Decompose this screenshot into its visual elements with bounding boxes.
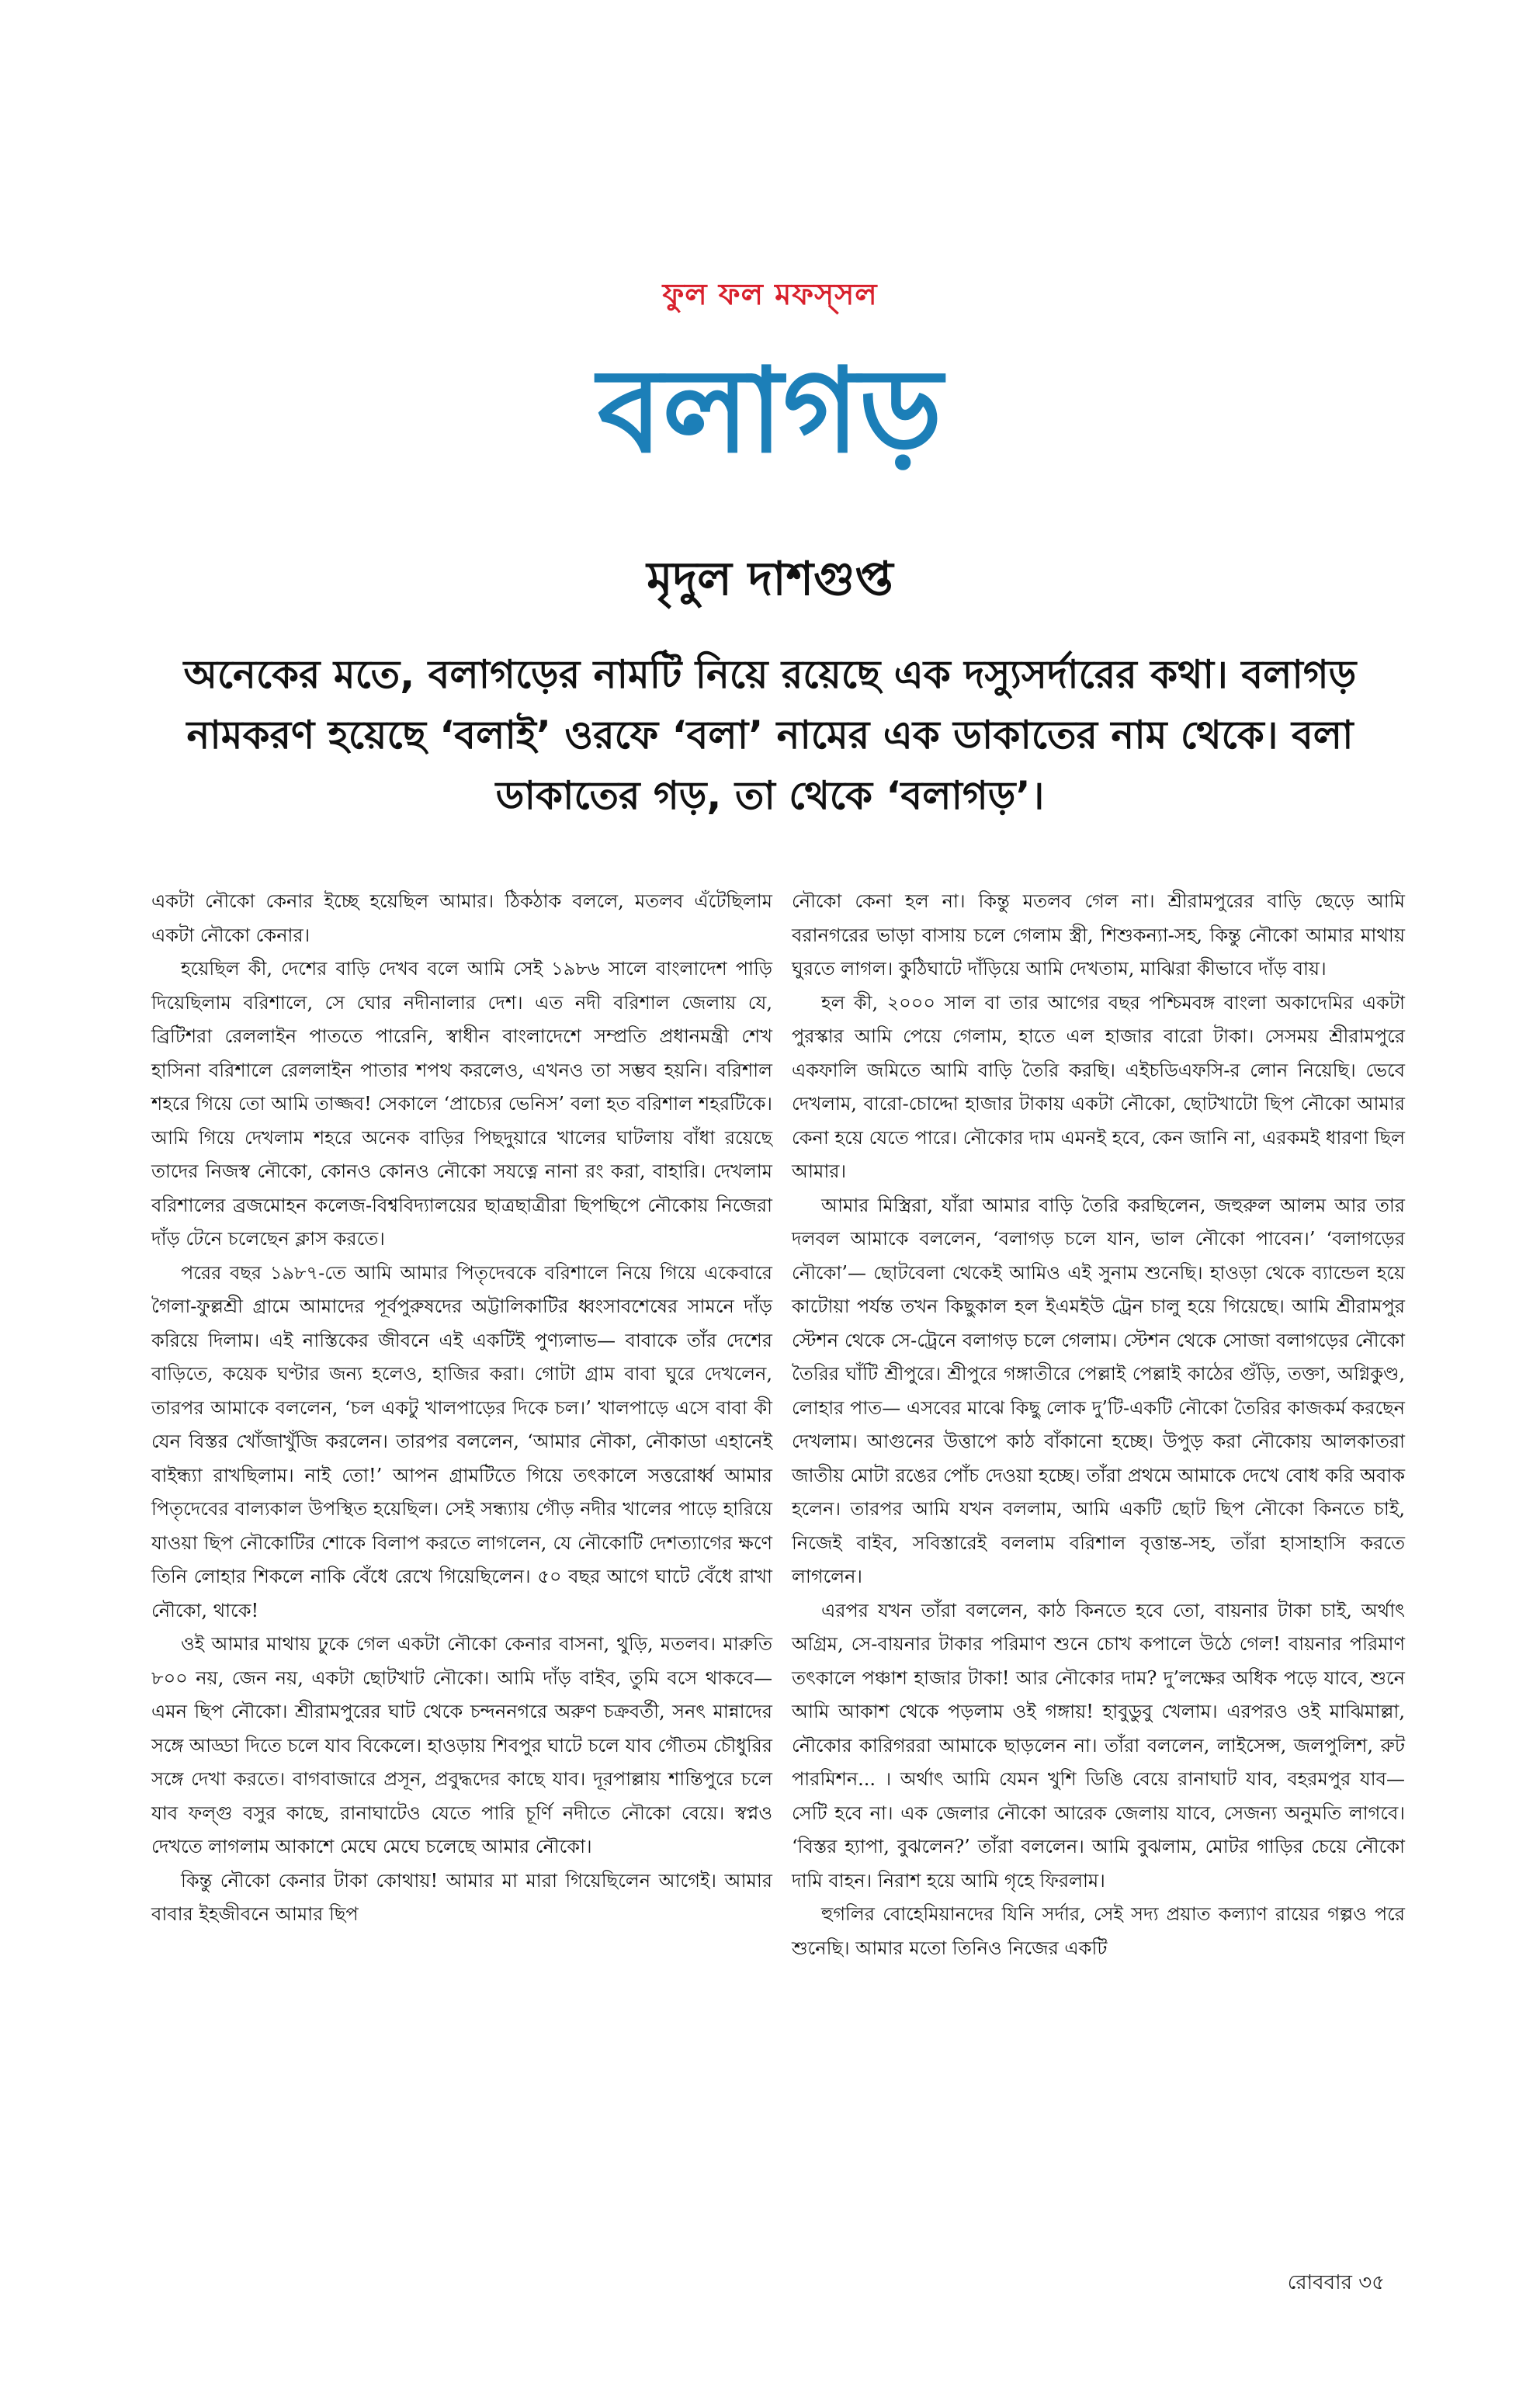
author-byline: মৃদুল দাশগুপ্ত (647, 552, 893, 606)
paragraph: একটা নৌকো কেনার ইচ্ছে হয়েছিল আমার। ঠিকঠাক বললে, মতলব এঁটেছিলাম একটা নৌকো কেনার। (151, 890, 772, 946)
article-title: বলাগড় (597, 344, 943, 479)
paragraph: এরপর যখন তাঁরা বললেন, কাঠ কিনতে হবে তো, বায়নার টাকা চাই, অর্থাৎ অগ্রিম, সে-বায়নার টাকার পরিমাণ শুনে চোখ কপালে উঠে গেল! বায়নার পরিমাণ তৎকালে পঞ্চাশ হাজার টাকা! আর নৌকোর দাম? দু’লক্ষের অধিক পড়ে যাবে, শুনে আমি আকাশ থেকে পড়লাম ওই গঙ্গায়! হাবুডুবু খেলাম। এরপরও ওই মাঝিমাল্লা, নৌকোর কারিগররা আমাকে ছাড়লেন না। তাঁরা বললেন, লাইসেন্স, জলপুলিশ, রুট পারমিশন... । অর্থাৎ আমি যেমন খুশি ডিঙি বেয়ে রানাঘাট যাব, বহরমপুর যাব— সেটি হবে না। এক জেলার নৌকো আরেক জেলায় যাবে, সেজন্য অনুমতি লাগবে। ‘বিস্তর হ্যাপা, বুঝলেন?’ তাঁরা বললেন। আমি বুঝলাম, মোটর গাড়ির চেয়ে নৌকো দামি বাহন। নিরাশ হয়ে আমি গৃহে ফিরলাম। (792, 1599, 1405, 1892)
section-kicker: ফুল ফল মফস্‌সল (662, 277, 878, 311)
paragraph: পরের বছর ১৯৮৭-তে আমি আমার পিতৃদেবকে বরিশালে নিয়ে গিয়ে একেবারে গৈলা-ফুল্লশ্রী গ্রামে আমাদের পূর্বপুরুষদের অট্টালিকাটির ধ্বংসাবশেষের সামনে দাঁড় করিয়ে দিলাম। এই নাস্তিকের জীবনে এই একটিই পুণ্যলাভ— বাবাকে তাঁর দেশের বাড়িতে, কয়েক ঘণ্টার জন্য হলেও, হাজির করা। গোটা গ্রাম বাবা ঘুরে দেখলেন, তারপর আমাকে বললেন, ‘চল একটু খালপাড়ের দিকে চল।’ খালপাড়ে এসে বাবা কী যেন বিস্তর খোঁজাখুঁজি করলেন। তারপর বললেন, ‘আমার নৌকা, নৌকাডা এহানেই বাইন্ধ্যা রাখছিলাম। নাই তো!’ আপন গ্রামটিতে গিয়ে তৎকালে সত্তরোর্ধ্ব আমার পিতৃদেবের বাল্যকাল উপস্থিত হয়েছিল। সেই সন্ধ্যায় গৌড় নদীর খালের পাড়ে হারিয়ে যাওয়া ছিপ নৌকোটির শোকে বিলাপ করতে লাগলেন, যে নৌকোটি দেশত্যাগের ক্ষণে তিনি লোহার শিকলে নাকি বেঁধে রেখে গিয়েছিলেন। ৫০ বছর আগে ঘাটে বেঁধে রাখা নৌকো, থাকে! (151, 1261, 772, 1621)
paragraph: কিন্তু নৌকো কেনার টাকা কোথায়! আমার মা মারা গিয়েছিলেন আগেই। আমার বাবার ইহজীবনে আমার ছিপ (151, 1869, 772, 1925)
page-footer: রোববার ৩৫ (1287, 2271, 1385, 2294)
paragraph: হুগলির বোহেমিয়ানদের যিনি সর্দার, সেই সদ্য প্রয়াত কল্যাণ রায়ের গল্পও পরে শুনেছি। আমার মতো তিনিও নিজের একটি (792, 1903, 1405, 1959)
body-column-right (792, 885, 1405, 1965)
paragraph: হয়েছিল কী, দেশের বাড়ি দেখব বলে আমি সেই ১৯৮৬ সালে বাংলাদেশ পাড়ি দিয়েছিলাম বরিশালে, সে ঘোর নদীনালার দেশ। এত নদী বরিশাল জেলায় যে, ব্রিটিশরা রেললাইন পাততে পারেনি, স্বাধীন বাংলাদেশে সম্প্রতি প্রধানমন্ত্রী শেখ হাসিনা বরিশালে রেললাইন পাতার শপথ করলেও, এখনও তা সম্ভব হয়নি। বরিশাল শহরে গিয়ে তো আমি তাজ্জব! সেকালে ‘প্রাচ্যের ভেনিস’ বলা হত বরিশাল শহরটিকে। আমি গিয়ে দেখলাম শহরে অনেক বাড়ির পিছদুয়ারে খালের ঘাটলায় বাঁধা রয়েছে তাদের নিজস্ব নৌকো, কোনও কোনও নৌকো সযত্নে নানা রং করা, বাহারি। দেখলাম বরিশালের ব্রজমোহন কলেজ-বিশ্ববিদ্যালয়ের ছাত্রছাত্রীরা ছিপছিপে নৌকোয় নিজেরা দাঁড় টেনে চলেছেন ক্লাস করতে। (151, 958, 772, 1250)
paragraph: হল কী, ২০০০ সাল বা তার আগের বছর পশ্চিমবঙ্গ বাংলা অকাদেমির একটা পুরস্কার আমি পেয়ে গেলাম, হাতে এল হাজার বারো টাকা। সেসময় শ্রীরামপুরে একফালি জমিতে আমি বাড়ি তৈরি করছি। এইচডিএফসি-র লোন নিয়েছি। ভেবে দেখলাম, বারো-চোদ্দো হাজার টাকায় একটা নৌকো, ছোটখাটো ছিপ নৌকো আমার কেনা হয়ে যেতে পারে। নৌকোর দাম এমনই হবে, কেন জানি না, এরকমই ধারণা ছিল আমার। (792, 991, 1405, 1182)
body-column-left (151, 885, 772, 1932)
paragraph: আমার মিস্ত্রিরা, যাঁরা আমার বাড়ি তৈরি করছিলেন, জহুরুল আলম আর তার দলবল আমাকে বললেন, ‘বলাগড় চলে যান, ভাল নৌকো পাবেন।’ ‘বলাগড়ের নৌকো’— ছোটবেলা থেকেই আমিও এই সুনাম শুনেছি। হাওড়া থেকে ব্যান্ডেল হয়ে কাটোয়া পর্যন্ত তখন কিছুকাল হল ইএমইউ ট্রেন চালু হয়ে গিয়েছে। আমি শ্রীরামপুর স্টেশন থেকে সে-ট্রেনে বলাগড় চলে গেলাম। স্টেশন থেকে সোজা বলাগড়ের নৌকো তৈরির ঘাঁটি শ্রীপুরে। শ্রীপুরে গঙ্গাতীরে পেল্লাই পেল্লাই কাঠের গুঁড়ি, তক্তা, অগ্নিকুণ্ড, লোহার পাত— এসবের মাঝে কিছু লোক দু’টি-একটি নৌকো তৈরির কাজকর্ম করছেন দেখলাম। আগুনের উত্তাপে কাঠ বাঁকানো হচ্ছে। উপুড় করা নৌকোয় আলকাতরা জাতীয় মোটা রঙের পোঁচ দেওয়া হচ্ছে। তাঁরা প্রথমে আমাকে দেখে বোধ করি অবাক হলেন। তারপর আমি যখন বললাম, আমি একটি ছোট ছিপ নৌকো কিনতে চাই, নিজেই বাইব, সবিস্তারেই বললাম বরিশাল বৃত্তান্ত-সহ, তাঁরা হাসাহাসি করতে লাগলেন। (792, 1194, 1405, 1587)
article-lede: অনেকের মতে, বলাগড়ের নামটি নিয়ে রয়েছে এক দস্যুসর্দারের কথা। বলাগড় নামকরণ হয়েছে ‘বলাই’ ওরফে ‘বলা’ নামের এক ডাকাতের নাম থেকে। বলা ডাকাতের গড়, তা থেকে ‘বলাগড়’। (183, 652, 1357, 818)
paragraph: নৌকো কেনা হল না। কিন্তু মতলব গেল না। শ্রীরামপুরের বাড়ি ছেড়ে আমি বরানগরের ভাড়া বাসায় চলে গেলাম স্ত্রী, শিশুকন্যা-সহ, কিন্তু নৌকো আমার মাথায় ঘুরতে লাগল। কুঠিঘাটে দাঁড়িয়ে আমি দেখতাম, মাঝিরা কীভাবে দাঁড় বায়। (792, 890, 1405, 980)
paragraph: ওই আমার মাথায় ঢুকে গেল একটা নৌকো কেনার বাসনা, থুড়ি, মতলব। মারুতি ৮০০ নয়, জেন নয়, একটা ছোটখাট নৌকো। আমি দাঁড় বাইব, তুমি বসে থাকবে— এমন ছিপ নৌকো। শ্রীরামপুরের ঘাট থেকে চন্দননগরে অরুণ চক্রবর্তী, সনৎ মান্নাদের সঙ্গে আড্ডা দিতে চলে যাব বিকেলে। হাওড়ায় শিবপুর ঘাটে চলে যাব গৌতম চৌধুরির সঙ্গে দেখা করতে। বাগবাজারে প্রসূন, প্রবুদ্ধদের কাছে যাব। দূরপাল্লায় শান্তিপুরে চলে যাব ফল্গু বসুর কাছে, রানাঘাটেও যেতে পারি চূর্ণি নদীতে নৌকো বেয়ে। স্বপ্নও দেখতে লাগলাম আকাশে মেঘে মেঘে চলেছে আমার নৌকো। (151, 1633, 772, 1857)
